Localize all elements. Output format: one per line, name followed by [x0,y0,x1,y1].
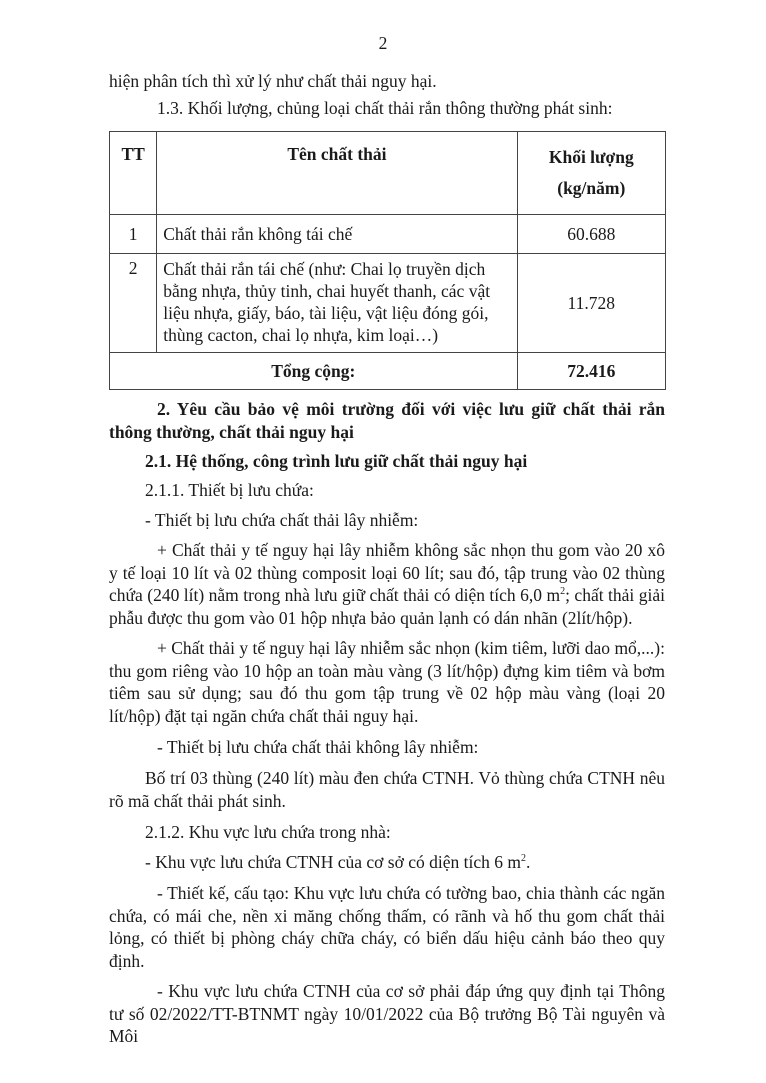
header-mass-label: Khối lượng [548,147,634,167]
section-2-1-title: 2.1. Hệ thống, công trình lưu giữ chất thải nguy hại [145,451,528,471]
table-total-row [110,353,666,390]
regulation-paragraph: - Khu vực lưu chứa CTNH của cơ sở phải đáp ứng quy định tại Thông tư số 02/2022/TT-BTNMT ngày 10/01/2022 của Bộ trưởng Bộ Tài nguyên và Môi [109,981,665,1046]
waste-table [109,131,666,390]
row-mass: 11.728 [517,254,665,353]
table-row [110,254,666,353]
infectious-sharp-paragraph: + Chất thải y tế nguy hại lây nhiễm sắc nhọn (kim tiêm, lưỡi dao mổ,...): thu gom riêng vào 10 hộp an toàn màu vàng (3 lít/hộp) đựng kim tiêm và bơm tiêm sau sử dụng; sau đó thu gom tập trung về 02 hộp màu vàng (loại 20 lít/hộp) đặt tại ngăn chứa chất thải nguy hại. [109,638,665,726]
header-mass-unit: (kg/năm) [557,178,626,198]
row-tt: 1 [110,215,157,254]
section-2-1-2-title: 2.1.2. Khu vực lưu chứa trong nhà: [145,822,391,842]
superscript: 2 [520,853,526,864]
page-number: 2 [378,33,388,53]
total-label: Tổng cộng: [110,353,518,390]
header-mass [517,132,665,215]
table-row [110,215,666,254]
superscript: 2 [560,586,566,597]
table-header-row [110,132,666,215]
infectious-non-sharp-text: + Chất thải y tế nguy hại lây nhiễm không sắc nhọn thu gom vào 20 xô y tế loại 10 lít và 02 thùng composit loại 60 lít; sau đó, tập trung vào 02 thùng chứa (240 lít) nằm trong nhà lưu giữ chất thải có diện tích 6,0 m [109,540,665,605]
row-name: Chất thải rắn tái chế (như: Chai lọ truyền dịch bằng nhựa, thủy tinh, chai huyết thanh, các vật liệu nhựa, giấy, báo, tài liệu, vật liệu đóng gói, thùng cacton, chai lọ nhựa, kim loại…) [157,254,517,353]
row-mass: 60.688 [517,215,665,254]
design-paragraph: - Thiết kế, cấu tạo: Khu vực lưu chứa có tường bao, chia thành các ngăn chứa, có mái che, nền xi măng chống thấm, có rãnh và hố thu gom chất thải lỏng, có thiết bị phòng cháy chữa cháy, có biển dấu hiệu cảnh báo theo quy định. [109,883,665,971]
header-tt: TT [110,132,157,215]
intro-line: hiện phân tích thì xử lý như chất thải nguy hại. [109,71,437,91]
document-body [109,70,665,1048]
row-name: Chất thải rắn không tái chế [157,215,517,254]
area-text-end: . [525,852,531,872]
section-1-3-title: 1.3. Khối lượng, chủng loại chất thải rắn thông thường phát sinh: [157,98,613,118]
infectious-heading: - Thiết bị lưu chứa chất thải lây nhiễm: [145,510,419,530]
infectious-non-sharp-paragraph [109,539,665,629]
section-2-title: 2. Yêu cầu bảo vệ môi trường đối với việc lưu giữ chất thải rắn thông thường, chất thải nguy hại [109,399,665,442]
infectious-non-sharp-text-end: ; chất thải giải phẫu được thu gom vào 01 hộp nhựa bảo quản lạnh có dán nhãn (2lít/hộp). [109,585,665,628]
total-value: 72.416 [517,353,665,390]
row-tt: 2 [110,254,157,353]
non-infectious-heading: - Thiết bị lưu chứa chất thải không lây nhiễm: [157,737,479,757]
non-infectious-paragraph: Bố trí 03 thùng (240 lít) màu đen chứa CTNH. Vỏ thùng chứa CTNH nêu rõ mã chất thải phát sinh. [109,768,665,811]
area-text: - Khu vực lưu chứa CTNH của cơ sở có diện tích 6 m [145,852,521,872]
section-2-1-1-title: 2.1.1. Thiết bị lưu chứa: [145,480,314,500]
area-paragraph [109,851,665,873]
header-name: Tên chất thải [157,132,517,215]
